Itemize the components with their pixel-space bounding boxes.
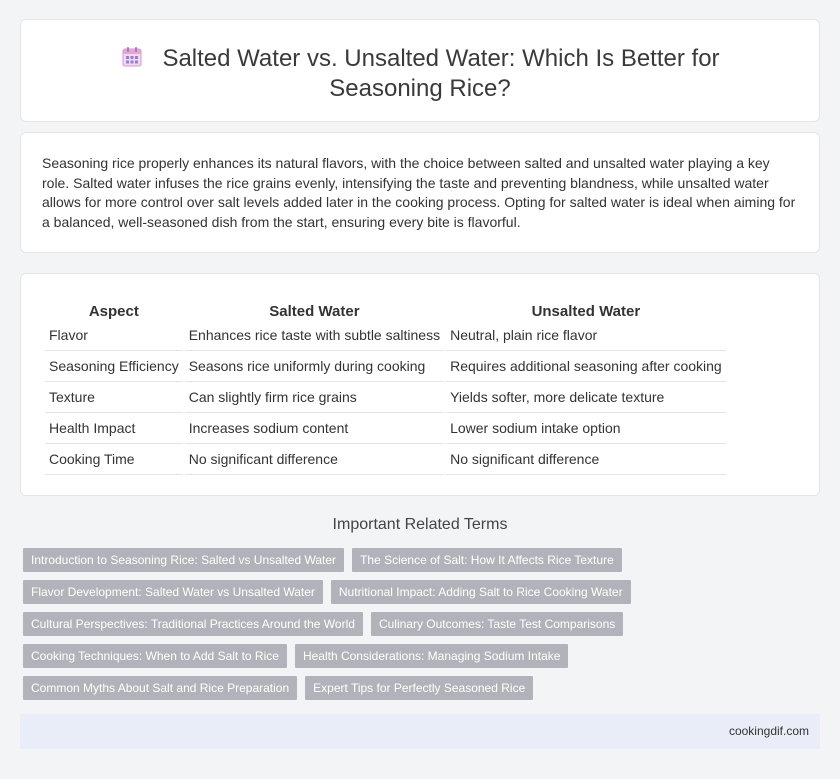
table-row: [45, 413, 726, 444]
related-term-tag[interactable]: Culinary Outcomes: Taste Test Comparisons: [371, 612, 623, 636]
calendar-icon: [120, 45, 144, 69]
comparison-card: [20, 273, 820, 496]
related-terms-heading: Important Related Terms: [332, 516, 508, 533]
intro-card: [20, 132, 820, 253]
table-cell: Health Impact: [45, 413, 183, 444]
table-cell: Increases sodium content: [185, 413, 444, 444]
footer-site-link[interactable]: cookingdif.com: [728, 724, 809, 738]
related-term-tag[interactable]: Introduction to Seasoning Rice: Salted vs Unsalted Water: [23, 548, 344, 572]
table-cell: Cooking Time: [45, 444, 183, 475]
table-cell: Flavor: [45, 320, 183, 351]
table-header-row: [45, 298, 726, 320]
comparison-table: [43, 298, 728, 475]
table-row: [45, 351, 726, 382]
table-row: [45, 382, 726, 413]
page-title: Salted Water vs. Unsalted Water: Which Is Better for Seasoning Rice?: [162, 45, 720, 102]
related-term-tag[interactable]: Common Myths About Salt and Rice Preparation: [23, 676, 297, 700]
table-cell: Lower sodium intake option: [446, 413, 726, 444]
related-term-tag[interactable]: Cooking Techniques: When to Add Salt to Rice: [23, 644, 287, 668]
title-wrap: [61, 44, 779, 104]
related-term-tag[interactable]: Health Considerations: Managing Sodium Intake: [295, 644, 568, 668]
table-cell: Requires additional seasoning after cooking: [446, 351, 726, 382]
title-card: [20, 19, 820, 122]
table-cell: Texture: [45, 382, 183, 413]
related-terms-list: [23, 548, 643, 700]
table-cell: Enhances rice taste with subtle saltiness: [185, 320, 444, 351]
table-cell: Yields softer, more delicate texture: [446, 382, 726, 413]
table-cell: No significant difference: [446, 444, 726, 475]
related-term-tag[interactable]: The Science of Salt: How It Affects Rice Texture: [352, 548, 622, 572]
intro-paragraph: Seasoning rice properly enhances its natural flavors, with the choice between salted and unsalted water playing a key role. Salted water infuses the rice grains evenly, intensifying the taste and preventing blandness, while unsalted water allows for more control over salt levels added later in the cooking process. Opting for salted water is ideal when aiming for a balanced, well-seasoned dish from the start, ensuring every bite is flavorful.: [42, 155, 796, 230]
table-cell: Can slightly firm rice grains: [185, 382, 444, 413]
table-cell: Neutral, plain rice flavor: [446, 320, 726, 351]
footer: [20, 714, 820, 749]
table-cell: No significant difference: [185, 444, 444, 475]
table-cell: Seasoning Efficiency: [45, 351, 183, 382]
related-term-tag[interactable]: Flavor Development: Salted Water vs Unsalted Water: [23, 580, 323, 604]
related-term-tag[interactable]: Expert Tips for Perfectly Seasoned Rice: [305, 676, 533, 700]
header-salted-water: Salted Water: [269, 303, 360, 320]
table-row: [45, 444, 726, 475]
header-aspect: Aspect: [88, 303, 139, 320]
table-row: [45, 320, 726, 351]
table-cell: Seasons rice uniformly during cooking: [185, 351, 444, 382]
related-term-tag[interactable]: Cultural Perspectives: Traditional Practices Around the World: [23, 612, 363, 636]
related-term-tag[interactable]: Nutritional Impact: Adding Salt to Rice Cooking Water: [331, 580, 631, 604]
header-unsalted-water: Unsalted Water: [531, 303, 641, 320]
